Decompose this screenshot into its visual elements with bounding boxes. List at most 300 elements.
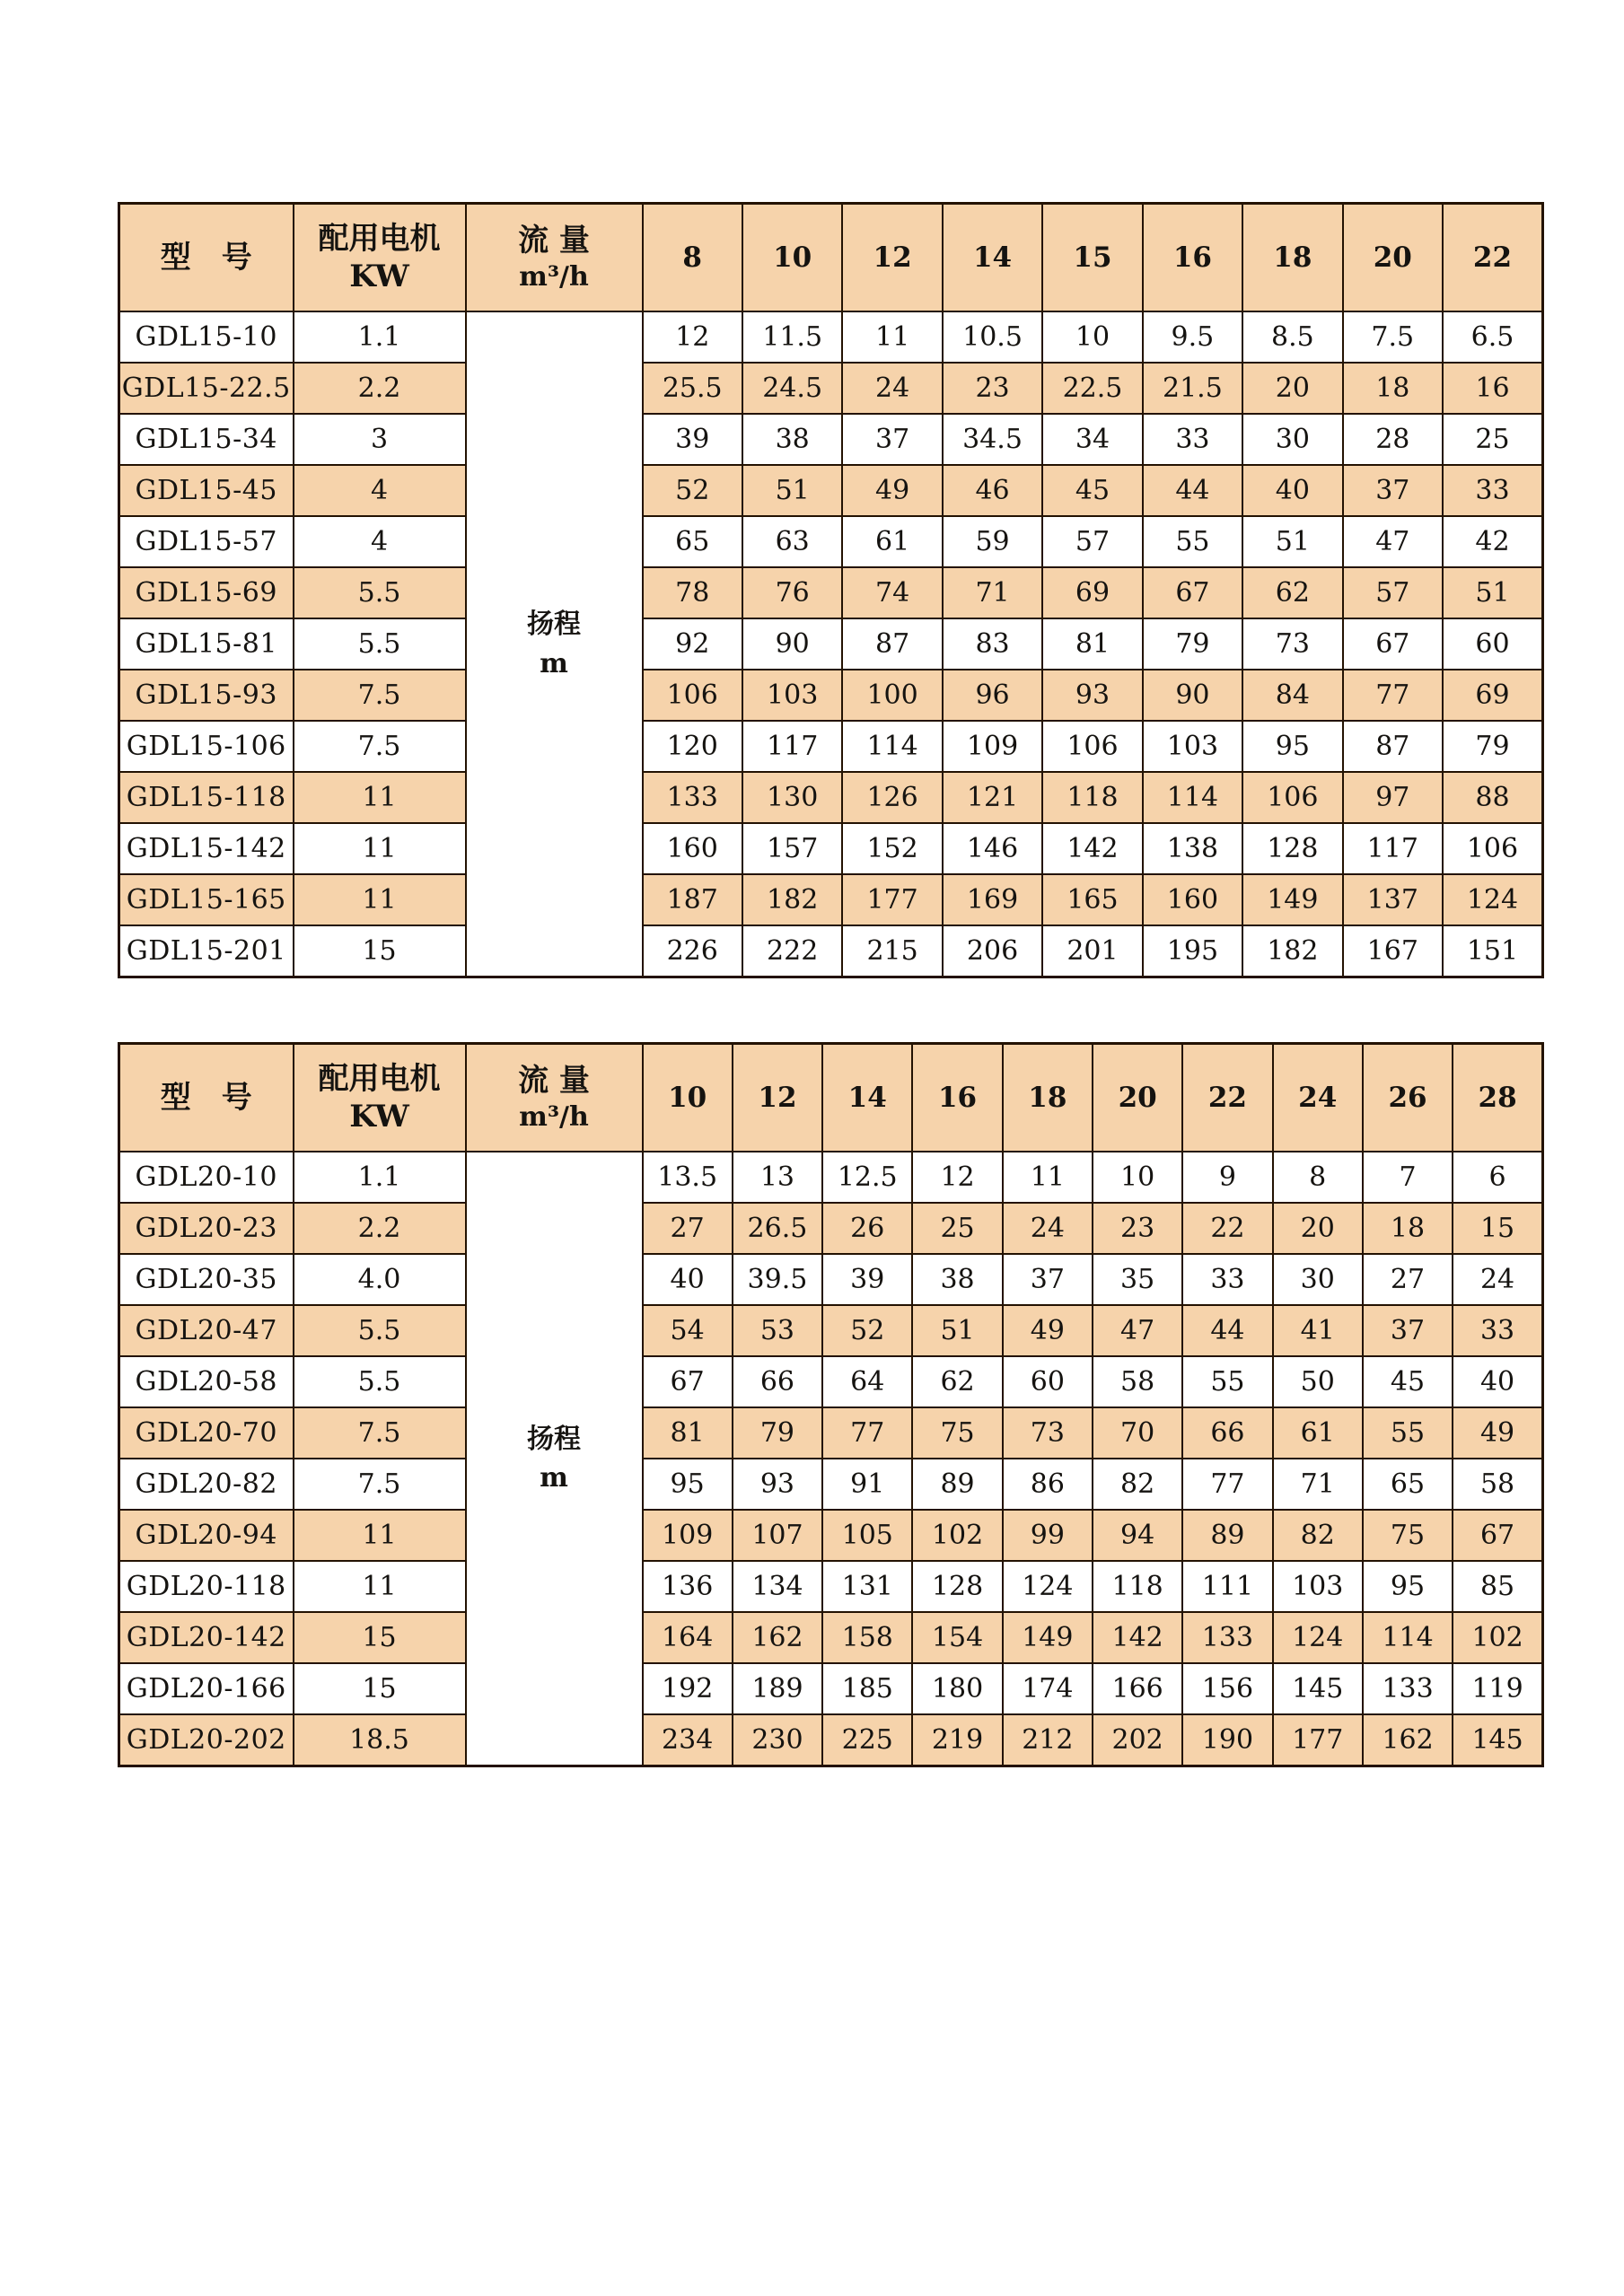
head-value-cell: 23	[943, 363, 1042, 414]
head-value-cell: 117	[742, 721, 842, 772]
head-value-cell: 133	[1182, 1612, 1272, 1663]
head-value-cell: 11.5	[742, 311, 842, 363]
table-row	[119, 1714, 1543, 1766]
head-value-cell: 20	[1273, 1203, 1363, 1254]
head-value-cell: 167	[1343, 925, 1443, 977]
head-value-cell: 24.5	[742, 363, 842, 414]
table-row	[119, 1612, 1543, 1663]
head-value-cell: 33	[1143, 414, 1242, 465]
head-value-cell: 27	[1363, 1254, 1453, 1305]
motor-kw-cell: 5.5	[294, 1356, 466, 1407]
head-value-cell: 45	[1363, 1356, 1453, 1407]
head-value-cell: 149	[1242, 874, 1342, 925]
motor-kw-cell: 5.5	[294, 618, 466, 670]
head-value-cell: 76	[742, 567, 842, 618]
head-value-cell: 30	[1273, 1254, 1363, 1305]
head-value-cell: 67	[1143, 567, 1242, 618]
head-value-cell: 47	[1343, 516, 1443, 567]
head-value-cell: 33	[1453, 1305, 1542, 1356]
head-value-cell: 103	[742, 670, 842, 721]
model-cell: GDL15-69	[119, 567, 294, 618]
pump-table-1	[118, 202, 1544, 978]
head-value-cell: 114	[1143, 772, 1242, 823]
head-value-cell: 121	[943, 772, 1042, 823]
head-value-cell: 79	[1143, 618, 1242, 670]
table-row	[119, 1203, 1543, 1254]
model-column-header: 型 号	[119, 204, 294, 312]
head-value-cell: 109	[643, 1510, 733, 1561]
table-row	[119, 1152, 1543, 1203]
model-cell: GDL20-47	[119, 1305, 294, 1356]
head-value-cell: 103	[1273, 1561, 1363, 1612]
head-value-cell: 107	[733, 1510, 822, 1561]
head-value-cell: 130	[742, 772, 842, 823]
head-value-cell: 22.5	[1042, 363, 1142, 414]
head-value-cell: 160	[643, 823, 742, 874]
head-value-cell: 92	[643, 618, 742, 670]
table-row	[119, 1510, 1543, 1561]
head-value-cell: 63	[742, 516, 842, 567]
model-cell: GDL15-81	[119, 618, 294, 670]
head-value-cell: 124	[1003, 1561, 1093, 1612]
head-value-cell: 62	[1242, 567, 1342, 618]
model-cell: GDL15-34	[119, 414, 294, 465]
head-value-cell: 77	[1343, 670, 1443, 721]
head-value-cell: 79	[1443, 721, 1542, 772]
head-value-cell: 71	[1273, 1459, 1363, 1510]
motor-kw-cell: 2.2	[294, 363, 466, 414]
head-value-cell: 169	[943, 874, 1042, 925]
head-value-cell: 10.5	[943, 311, 1042, 363]
head-value-cell: 95	[1242, 721, 1342, 772]
flow-value-column-header: 14	[822, 1044, 912, 1152]
head-value-cell: 67	[1343, 618, 1443, 670]
head-value-cell: 25	[1443, 414, 1542, 465]
head-value-cell: 9	[1182, 1152, 1272, 1203]
motor-kw-cell: 2.2	[294, 1203, 466, 1254]
head-value-cell: 26.5	[733, 1203, 822, 1254]
head-value-cell: 77	[822, 1407, 912, 1459]
flow-column-header	[466, 204, 643, 312]
head-value-cell: 25	[912, 1203, 1002, 1254]
head-value-cell: 27	[643, 1203, 733, 1254]
model-cell: GDL15-106	[119, 721, 294, 772]
head-value-cell: 119	[1453, 1663, 1542, 1714]
head-value-cell: 90	[742, 618, 842, 670]
head-value-cell: 45	[1042, 465, 1142, 516]
head-value-cell: 18	[1363, 1203, 1453, 1254]
head-value-cell: 67	[643, 1356, 733, 1407]
flow-value-column-header: 12	[842, 204, 942, 312]
motor-kw-cell: 7.5	[294, 1407, 466, 1459]
head-value-cell: 128	[912, 1561, 1002, 1612]
head-value-cell: 62	[912, 1356, 1002, 1407]
flow-header-label: 流 量	[518, 223, 590, 259]
head-value-cell: 51	[912, 1305, 1002, 1356]
head-value-cell: 142	[1042, 823, 1142, 874]
head-value-cell: 55	[1363, 1407, 1453, 1459]
head-value-cell: 95	[643, 1459, 733, 1510]
table-row	[119, 1663, 1543, 1714]
head-value-cell: 37	[1343, 465, 1443, 516]
table-row	[119, 618, 1543, 670]
head-value-cell: 39	[822, 1254, 912, 1305]
table-row	[119, 1459, 1543, 1510]
motor-kw-cell: 15	[294, 925, 466, 977]
head-value-cell: 156	[1182, 1663, 1272, 1714]
head-value-cell: 54	[643, 1305, 733, 1356]
head-value-cell: 73	[1242, 618, 1342, 670]
flow-value-column-header: 28	[1453, 1044, 1542, 1152]
head-value-cell: 13	[733, 1152, 822, 1203]
head-value-cell: 8.5	[1242, 311, 1342, 363]
head-value-cell: 13.5	[643, 1152, 733, 1203]
motor-header-label: 配用电机	[318, 220, 441, 257]
head-value-cell: 128	[1242, 823, 1342, 874]
head-value-cell: 7.5	[1343, 311, 1443, 363]
head-value-cell: 81	[643, 1407, 733, 1459]
table-row	[119, 311, 1543, 363]
model-cell: GDL20-142	[119, 1612, 294, 1663]
head-value-cell: 185	[822, 1663, 912, 1714]
flow-value-column-header: 15	[1042, 204, 1142, 312]
head-value-cell: 190	[1182, 1714, 1272, 1766]
head-value-cell: 57	[1042, 516, 1142, 567]
head-value-cell: 114	[842, 721, 942, 772]
head-value-cell: 11	[1003, 1152, 1093, 1203]
table-row	[119, 925, 1543, 977]
head-value-cell: 51	[1443, 567, 1542, 618]
head-value-cell: 21.5	[1143, 363, 1242, 414]
head-value-cell: 58	[1453, 1459, 1542, 1510]
head-value-cell: 219	[912, 1714, 1002, 1766]
head-value-cell: 11	[842, 311, 942, 363]
head-value-cell: 85	[1453, 1561, 1542, 1612]
head-value-cell: 52	[643, 465, 742, 516]
head-value-cell: 189	[733, 1663, 822, 1714]
head-value-cell: 182	[1242, 925, 1342, 977]
motor-kw-cell: 4	[294, 516, 466, 567]
table-row	[119, 874, 1543, 925]
model-cell: GDL20-166	[119, 1663, 294, 1714]
pump-table-2	[118, 1042, 1544, 1767]
motor-kw-cell: 1.1	[294, 311, 466, 363]
flow-value-column-header: 18	[1242, 204, 1342, 312]
model-cell: GDL15-118	[119, 772, 294, 823]
head-value-cell: 124	[1443, 874, 1542, 925]
head-value-cell: 60	[1443, 618, 1542, 670]
head-value-cell: 15	[1453, 1203, 1542, 1254]
head-value-cell: 69	[1443, 670, 1542, 721]
head-value-cell: 66	[1182, 1407, 1272, 1459]
head-value-cell: 87	[1343, 721, 1443, 772]
head-value-cell: 136	[643, 1561, 733, 1612]
flow-value-column-header: 8	[643, 204, 742, 312]
head-value-cell: 55	[1182, 1356, 1272, 1407]
motor-kw-cell: 4	[294, 465, 466, 516]
table-row	[119, 823, 1543, 874]
flow-header-unit: m³/h	[519, 260, 589, 293]
head-value-cell: 133	[643, 772, 742, 823]
model-cell: GDL20-202	[119, 1714, 294, 1766]
head-value-cell: 75	[912, 1407, 1002, 1459]
head-value-cell: 106	[1443, 823, 1542, 874]
head-value-cell: 65	[1363, 1459, 1453, 1510]
head-value-cell: 180	[912, 1663, 1002, 1714]
head-merged-cell	[466, 311, 643, 977]
head-value-cell: 38	[912, 1254, 1002, 1305]
head-value-cell: 83	[943, 618, 1042, 670]
head-value-cell: 96	[943, 670, 1042, 721]
model-column-header: 型 号	[119, 1044, 294, 1152]
flow-value-column-header: 24	[1273, 1044, 1363, 1152]
flow-value-column-header: 18	[1003, 1044, 1093, 1152]
head-value-cell: 160	[1143, 874, 1242, 925]
head-value-cell: 88	[1443, 772, 1542, 823]
flow-value-column-header: 16	[912, 1044, 1002, 1152]
model-cell: GDL20-58	[119, 1356, 294, 1407]
table-row	[119, 1305, 1543, 1356]
head-value-cell: 33	[1182, 1254, 1272, 1305]
head-value-cell: 106	[1042, 721, 1142, 772]
head-value-cell: 24	[1003, 1203, 1093, 1254]
motor-kw-cell: 15	[294, 1612, 466, 1663]
head-value-cell: 33	[1443, 465, 1542, 516]
head-value-cell: 100	[842, 670, 942, 721]
head-value-cell: 177	[1273, 1714, 1363, 1766]
table-header-row	[119, 1044, 1543, 1152]
model-cell: GDL15-57	[119, 516, 294, 567]
head-value-cell: 51	[1242, 516, 1342, 567]
head-value-cell: 51	[742, 465, 842, 516]
head-value-cell: 230	[733, 1714, 822, 1766]
head-value-cell: 192	[643, 1663, 733, 1714]
head-value-cell: 10	[1093, 1152, 1182, 1203]
head-value-cell: 89	[1182, 1510, 1272, 1561]
motor-column-header	[294, 204, 466, 312]
head-value-cell: 10	[1042, 311, 1142, 363]
table-header-row	[119, 204, 1543, 312]
head-value-cell: 40	[1453, 1356, 1542, 1407]
model-cell: GDL20-70	[119, 1407, 294, 1459]
head-value-cell: 102	[1453, 1612, 1542, 1663]
model-cell: GDL15-93	[119, 670, 294, 721]
head-value-cell: 18	[1343, 363, 1443, 414]
head-value-cell: 146	[943, 823, 1042, 874]
motor-header-unit: KW	[349, 1099, 409, 1135]
head-value-cell: 145	[1273, 1663, 1363, 1714]
head-value-cell: 58	[1093, 1356, 1182, 1407]
table-row	[119, 465, 1543, 516]
head-value-cell: 124	[1273, 1612, 1363, 1663]
flow-value-column-header: 12	[733, 1044, 822, 1152]
table-row	[119, 567, 1543, 618]
head-value-cell: 74	[842, 567, 942, 618]
head-value-cell: 34	[1042, 414, 1142, 465]
head-value-cell: 154	[912, 1612, 1002, 1663]
head-value-cell: 106	[1242, 772, 1342, 823]
motor-column-header	[294, 1044, 466, 1152]
head-value-cell: 35	[1093, 1254, 1182, 1305]
head-value-cell: 166	[1093, 1663, 1182, 1714]
head-value-cell: 7	[1363, 1152, 1453, 1203]
head-value-cell: 114	[1363, 1612, 1453, 1663]
head-merged-label: 扬程	[527, 1423, 581, 1455]
head-value-cell: 40	[643, 1254, 733, 1305]
head-value-cell: 30	[1242, 414, 1342, 465]
flow-header-label: 流 量	[518, 1063, 590, 1099]
head-value-cell: 77	[1182, 1459, 1272, 1510]
table-row	[119, 1407, 1543, 1459]
head-value-cell: 109	[943, 721, 1042, 772]
head-value-cell: 28	[1343, 414, 1443, 465]
head-merged-cell	[466, 1152, 643, 1766]
head-value-cell: 66	[733, 1356, 822, 1407]
model-cell: GDL15-45	[119, 465, 294, 516]
flow-value-column-header: 22	[1182, 1044, 1272, 1152]
head-value-cell: 152	[842, 823, 942, 874]
head-value-cell: 131	[822, 1561, 912, 1612]
model-cell: GDL15-22.5	[119, 363, 294, 414]
head-value-cell: 81	[1042, 618, 1142, 670]
flow-header-unit: m³/h	[519, 1100, 589, 1133]
table-row	[119, 363, 1543, 414]
motor-kw-cell: 3	[294, 414, 466, 465]
head-value-cell: 40	[1242, 465, 1342, 516]
head-value-cell: 226	[643, 925, 742, 977]
motor-kw-cell: 7.5	[294, 1459, 466, 1510]
motor-kw-cell: 15	[294, 1663, 466, 1714]
head-value-cell: 215	[842, 925, 942, 977]
flow-value-column-header: 22	[1443, 204, 1542, 312]
head-value-cell: 206	[943, 925, 1042, 977]
table-row	[119, 670, 1543, 721]
flow-value-column-header: 20	[1343, 204, 1443, 312]
head-value-cell: 117	[1343, 823, 1443, 874]
head-merged-unit: m	[540, 1462, 568, 1494]
model-cell: GDL15-10	[119, 311, 294, 363]
head-value-cell: 55	[1143, 516, 1242, 567]
head-value-cell: 46	[943, 465, 1042, 516]
head-value-cell: 24	[842, 363, 942, 414]
model-cell: GDL20-35	[119, 1254, 294, 1305]
motor-kw-cell: 5.5	[294, 1305, 466, 1356]
head-value-cell: 73	[1003, 1407, 1093, 1459]
head-value-cell: 20	[1242, 363, 1342, 414]
head-value-cell: 118	[1093, 1561, 1182, 1612]
motor-kw-cell: 7.5	[294, 721, 466, 772]
head-merged-unit: m	[540, 647, 568, 679]
model-cell: GDL15-165	[119, 874, 294, 925]
head-value-cell: 105	[822, 1510, 912, 1561]
head-value-cell: 50	[1273, 1356, 1363, 1407]
model-cell: GDL15-201	[119, 925, 294, 977]
head-value-cell: 41	[1273, 1305, 1363, 1356]
head-value-cell: 67	[1453, 1510, 1542, 1561]
model-cell: GDL20-94	[119, 1510, 294, 1561]
head-value-cell: 49	[842, 465, 942, 516]
motor-kw-cell: 18.5	[294, 1714, 466, 1766]
head-value-cell: 49	[1453, 1407, 1542, 1459]
motor-header-label: 配用电机	[318, 1060, 441, 1097]
head-value-cell: 174	[1003, 1663, 1093, 1714]
head-value-cell: 225	[822, 1714, 912, 1766]
head-value-cell: 22	[1182, 1203, 1272, 1254]
head-value-cell: 202	[1093, 1714, 1182, 1766]
table-row	[119, 1254, 1543, 1305]
head-value-cell: 134	[733, 1561, 822, 1612]
head-value-cell: 44	[1182, 1305, 1272, 1356]
head-value-cell: 42	[1443, 516, 1542, 567]
head-value-cell: 145	[1453, 1714, 1542, 1766]
head-value-cell: 60	[1003, 1356, 1093, 1407]
head-value-cell: 26	[822, 1203, 912, 1254]
motor-kw-cell: 7.5	[294, 670, 466, 721]
head-value-cell: 177	[842, 874, 942, 925]
head-value-cell: 95	[1363, 1561, 1453, 1612]
model-cell: GDL20-10	[119, 1152, 294, 1203]
head-value-cell: 79	[733, 1407, 822, 1459]
head-value-cell: 25.5	[643, 363, 742, 414]
model-cell: GDL20-118	[119, 1561, 294, 1612]
head-value-cell: 84	[1242, 670, 1342, 721]
head-value-cell: 164	[643, 1612, 733, 1663]
head-value-cell: 103	[1143, 721, 1242, 772]
head-value-cell: 23	[1093, 1203, 1182, 1254]
motor-kw-cell: 11	[294, 772, 466, 823]
motor-kw-cell: 1.1	[294, 1152, 466, 1203]
flow-value-column-header: 26	[1363, 1044, 1453, 1152]
head-value-cell: 52	[822, 1305, 912, 1356]
head-value-cell: 138	[1143, 823, 1242, 874]
motor-kw-cell: 4.0	[294, 1254, 466, 1305]
table-row	[119, 1356, 1543, 1407]
table-row	[119, 414, 1543, 465]
head-value-cell: 61	[842, 516, 942, 567]
motor-header-unit: KW	[349, 259, 409, 294]
head-value-cell: 6.5	[1443, 311, 1542, 363]
head-value-cell: 9.5	[1143, 311, 1242, 363]
model-cell: GDL15-142	[119, 823, 294, 874]
head-value-cell: 91	[822, 1459, 912, 1510]
motor-kw-cell: 11	[294, 874, 466, 925]
head-value-cell: 39	[643, 414, 742, 465]
head-value-cell: 187	[643, 874, 742, 925]
head-value-cell: 86	[1003, 1459, 1093, 1510]
head-value-cell: 102	[912, 1510, 1002, 1561]
motor-kw-cell: 11	[294, 1510, 466, 1561]
motor-kw-cell: 11	[294, 1561, 466, 1612]
flow-value-column-header: 14	[943, 204, 1042, 312]
head-value-cell: 90	[1143, 670, 1242, 721]
head-value-cell: 93	[733, 1459, 822, 1510]
head-value-cell: 157	[742, 823, 842, 874]
table-row	[119, 1561, 1543, 1612]
head-value-cell: 39.5	[733, 1254, 822, 1305]
head-value-cell: 222	[742, 925, 842, 977]
head-value-cell: 118	[1042, 772, 1142, 823]
head-value-cell: 87	[842, 618, 942, 670]
head-value-cell: 57	[1343, 567, 1443, 618]
head-value-cell: 61	[1273, 1407, 1363, 1459]
head-value-cell: 111	[1182, 1561, 1272, 1612]
head-value-cell: 64	[822, 1356, 912, 1407]
head-value-cell: 70	[1093, 1407, 1182, 1459]
motor-kw-cell: 11	[294, 823, 466, 874]
head-value-cell: 97	[1343, 772, 1443, 823]
head-value-cell: 6	[1453, 1152, 1542, 1203]
head-merged-label: 扬程	[527, 609, 581, 640]
